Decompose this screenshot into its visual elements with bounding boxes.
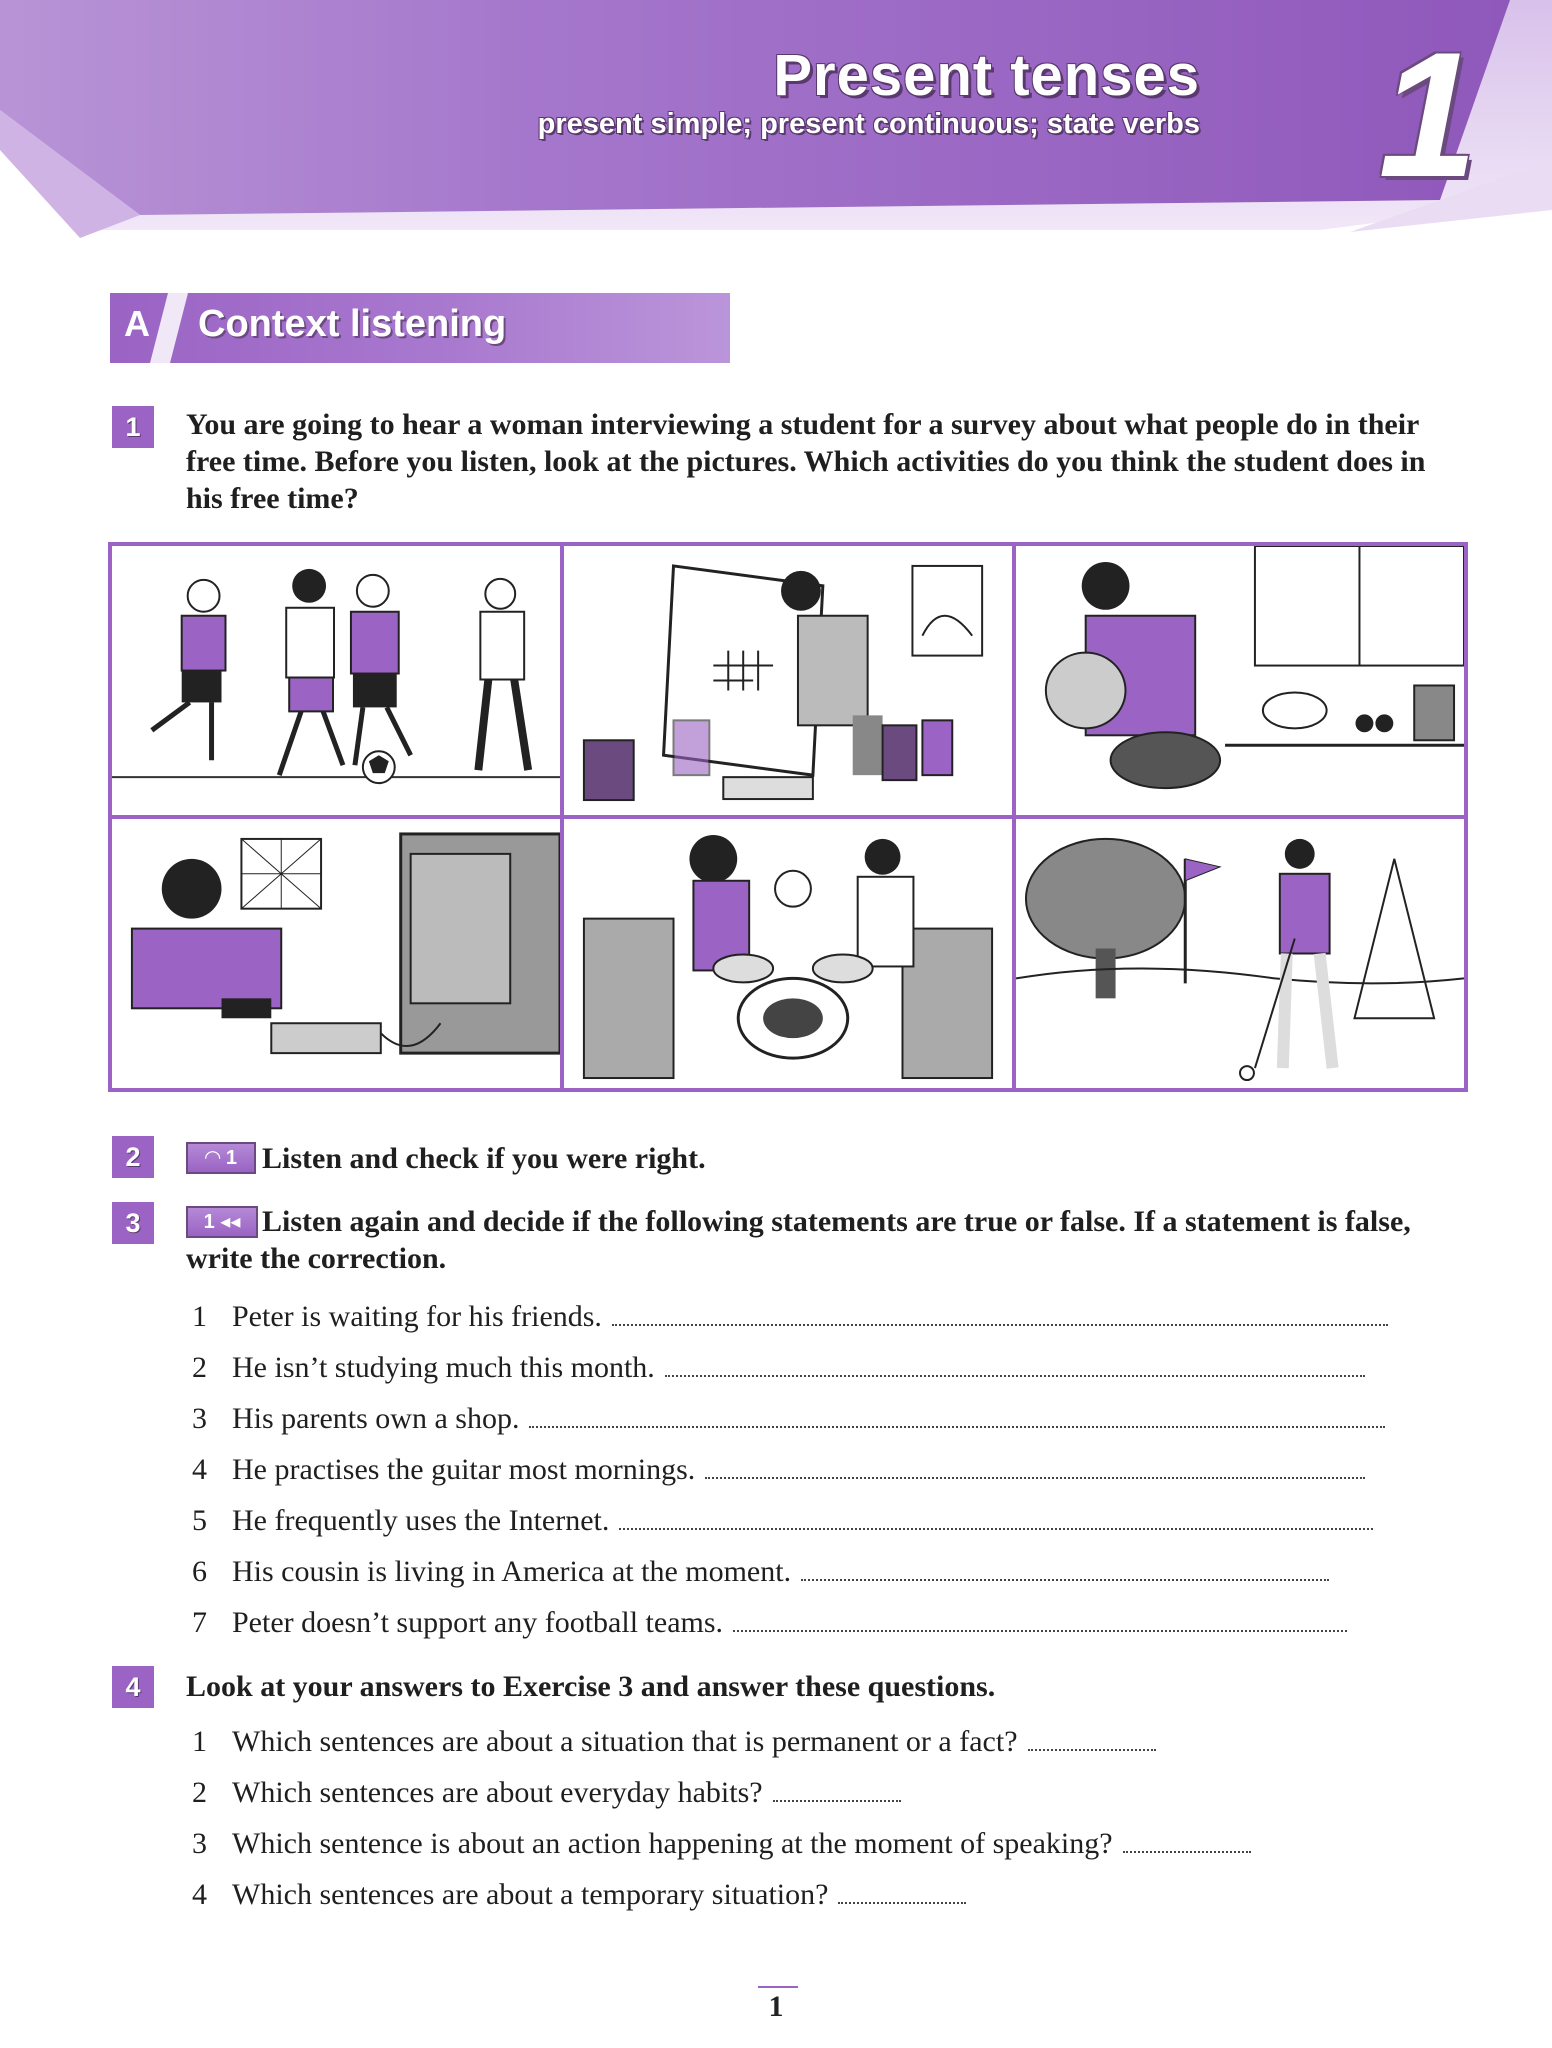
unit-subtitle: present simple; present continuous; state verbs bbox=[537, 108, 1200, 140]
picture-football bbox=[112, 546, 560, 815]
unit-title: Present tenses bbox=[773, 43, 1200, 108]
list-item: 7 Peter doesn’t support any football teams. bbox=[192, 1602, 1347, 1644]
cooking-illustration bbox=[1016, 546, 1464, 815]
exercise-1-instructions: You are going to hear a woman interviewing a student for a survey about what people do in their free time. Before you listen, look at the pictures. Which activities do you think the student does in his free time? bbox=[186, 408, 1426, 515]
section-letter: A bbox=[124, 303, 150, 344]
list-item: 5 He frequently uses the Internet. bbox=[192, 1500, 1373, 1542]
list-item: 1 Peter is waiting for his friends. bbox=[192, 1296, 1388, 1338]
answer-line[interactable] bbox=[733, 1628, 1347, 1632]
list-item: 4 Which sentences are about a temporary situation? bbox=[192, 1874, 966, 1916]
headphones-icon: ◠ bbox=[204, 1147, 221, 1169]
exercise-2-instructions: Listen and check if you were right. bbox=[262, 1142, 706, 1175]
exercise-2-badge: 2 bbox=[112, 1136, 154, 1178]
exercise-4-badge: 4 bbox=[112, 1666, 154, 1708]
picture-golf bbox=[1016, 819, 1464, 1088]
answer-line[interactable] bbox=[705, 1475, 1365, 1479]
exercise-3-instructions: Listen again and decide if the following statements are true or false. If a statement is false, write the correction. bbox=[186, 1205, 1411, 1275]
answer-line[interactable] bbox=[801, 1577, 1329, 1581]
audio-track-button[interactable] bbox=[186, 1142, 256, 1174]
answer-line[interactable] bbox=[1028, 1747, 1156, 1751]
track-number: 1 bbox=[225, 1147, 238, 1169]
golf-illustration bbox=[1016, 819, 1464, 1088]
picture-painting bbox=[564, 546, 1012, 815]
list-item: 6 His cousin is living in America at the moment. bbox=[192, 1551, 1329, 1593]
section-header bbox=[110, 293, 730, 363]
picture-band bbox=[564, 819, 1012, 1088]
band-illustration bbox=[564, 819, 1012, 1088]
picture-cooking bbox=[1016, 546, 1464, 815]
answer-line[interactable] bbox=[619, 1526, 1373, 1530]
answer-line[interactable] bbox=[529, 1424, 1385, 1428]
answer-line[interactable] bbox=[1123, 1849, 1251, 1853]
picture-grid bbox=[108, 542, 1468, 1092]
track-replay-label: 1 ◂◂ bbox=[203, 1211, 241, 1233]
answer-line[interactable] bbox=[838, 1900, 966, 1904]
unit-banner bbox=[0, 0, 1552, 270]
answer-line[interactable] bbox=[612, 1322, 1388, 1326]
picture-video-games bbox=[112, 819, 560, 1088]
exercise-3-badge: 3 bbox=[112, 1202, 154, 1244]
video-games-illustration bbox=[112, 819, 560, 1088]
answer-line[interactable] bbox=[665, 1373, 1365, 1377]
answer-line[interactable] bbox=[773, 1798, 901, 1802]
page-number: 1 bbox=[768, 1990, 784, 2023]
painting-illustration bbox=[564, 546, 1012, 815]
exercise-4-instructions: Look at your answers to Exercise 3 and answer these questions. bbox=[186, 1670, 996, 1703]
unit-number: 1 bbox=[1378, 15, 1478, 214]
page-number-rule bbox=[758, 1986, 798, 1988]
exercise-1-badge: 1 bbox=[112, 406, 154, 448]
list-item: 3 Which sentence is about an action happening at the moment of speaking? bbox=[192, 1823, 1251, 1865]
list-item: 3 His parents own a shop. bbox=[192, 1398, 1385, 1440]
list-item: 2 He isn’t studying much this month. bbox=[192, 1347, 1365, 1389]
list-item: 1 Which sentences are about a situation that is permanent or a fact? bbox=[192, 1721, 1156, 1763]
list-item: 4 He practises the guitar most mornings. bbox=[192, 1449, 1365, 1491]
list-item: 2 Which sentences are about everyday habits? bbox=[192, 1772, 901, 1814]
football-illustration bbox=[112, 546, 560, 815]
section-title: Context listening bbox=[198, 303, 507, 345]
